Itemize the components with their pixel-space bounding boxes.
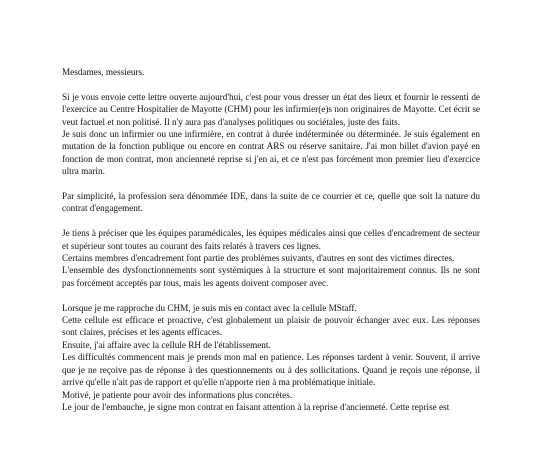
paragraph-dysfunctions: L'ensemble des dysfonctionnements sont systémiques à la structure et sont majoritairement connus. Ils ne sont pas forcément acceptés par tous, mais les agents doivent composer avec.	[62, 265, 480, 288]
paragraph-gap	[62, 178, 480, 190]
paragraph-rh-cell: Ensuite, j'ai affaire avec la cellule RH de l'établissement.	[62, 339, 271, 350]
paragraph-intro: Si je vous envoie cette lettre ouverte aujourd'hui, c'est pour vous dresser un état des lieux et fournir le ressenti de l'exercice au Centre Hospitalier de Mayotte (CHM) pour les infirmier(e)s non originaires de Mayotte. Cet écrit se veut factuel et non politisé. Il n'y aura pas d'analyses politiques ou sociétales, juste des faits.	[62, 91, 480, 127]
paragraph-patience: Motivé, je patiente pour avoir des informations plus concrètes.	[62, 389, 293, 400]
paragraph-mstaff-efficient: Cette cellule est efficace et proactive, c'est globalement un plaisir de pouvoir échanger avec eux. Les réponses sont claires, précises et les agents efficaces.	[62, 315, 480, 338]
paragraph-hiring-day: Le jour de l'embauche, je signe mon contrat en faisant attention à la reprise d'ancienneté. Cette reprise est	[62, 401, 450, 412]
paragraph-ide-definition: Par simplicité, la profession sera dénommée IDE, dans la suite de ce courrier et ce, quelle que soit la nature du contrat d'engagement.	[62, 191, 480, 214]
paragraph-gap	[62, 289, 480, 301]
paragraph-gap	[62, 215, 480, 227]
paragraph-gap	[62, 78, 480, 90]
salutation: Mesdames, messieurs.	[62, 67, 145, 77]
paragraph-management: Certains membres d'encadrement font partie des problèmes suivants, d'autres en sont des victimes directes.	[62, 253, 455, 264]
paragraph-situation: Je suis donc un infirmier ou une infirmière, en contrat à durée indéterminée ou déterminée. Je suis également en mutation de la fonction publique ou encore en contrat ARS ou réserve sanitaire. J'ai mon billet d'avion payé en fonction de mon contrat, mon ancienneté reprise si j'en ai, et ce n'est pas forcément mon premier lieu d'exercice ultra marin.	[62, 129, 480, 177]
paragraph-mstaff-contact: Lorsque je me rapproche du CHM, je suis mis en contact avec la cellule MStaff.	[62, 302, 357, 313]
paragraph-difficulties: Les difficultés commencent mais je prends mon mal en patience. Les réponses tardent à venir. Souvent, il arrive que je ne reçoive pas de réponse à des questionnements ou à des sollicitations. Quand je reçois une réponse, il arrive qu'elle n'ait pas de rapport et qu'elle n'apporte rien à ma problématique initiale.	[62, 352, 480, 388]
letter-body	[62, 66, 480, 413]
paragraph-teams-aware: Je tiens à préciser que les équipes paramédicales, les équipes médicales ainsi que celles d'encadrement de secteur et supérieur sont toutes au courant des faits relatés à travers ces lignes.	[62, 228, 480, 251]
